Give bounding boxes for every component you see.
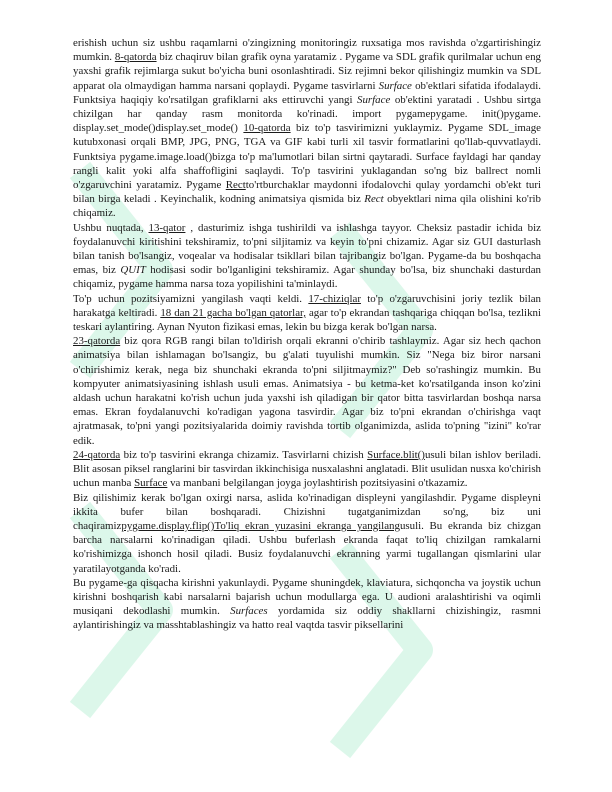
italic-term: Surface <box>357 93 391 106</box>
text-run: yordamida siz oddiy shakllarni chizishingiz, rasmni aylantirishingiz va masshtablashingiz va hatto real vaqtda tasvir piksellarini <box>73 605 542 632</box>
text-run: agar to'p ekrandan tashqariga chiqqan bo'lsa, tezlikni teskari aylantiring. Aynan Nyuton fizikasi emas, lekin bu bizga kerak bo'lgan narsa. <box>73 306 542 334</box>
italic-term: Surfaces <box>230 605 268 618</box>
paragraph <box>73 491 541 576</box>
text-run: usuli. Bu ekranda biz chizgan barcha narsalarni ko'rinadigan qiladi. Ushbu buferlash ekranda faqat to'liq chizilgan ramkalarni ko'rishimizga ishonch hosil qiladi. Busiz foydalanuvchi ekranning yarmi tugallangan qismlarini ular yaratilayotganda ko'radi. <box>73 519 541 575</box>
text-run: to'rtburchaklar maydonni ifodalovchi qulay yordamchi ob'ekt turi bilan birga keladi . Keyinchalik, kodning animatsiya qismida biz <box>73 179 541 206</box>
text-run: ob'ektini yaratadi . Ushbu sirtga chizilgan har qanday rasm monitorda ko'rinadi. import pygamepygame. init()pygame. display.set_mode()display.set_mode() <box>73 93 541 135</box>
underlined-reference: 17-chiziqlar <box>308 292 361 305</box>
text-run: Biz qilishimiz kerak bo'lgan oxirgi narsa, aslida ko'rinadigan displeyni yangilashdir. Pygame displeyni ikkita bufer bilan boshqaradi. Chizishni tugatganimizdan so'ng, biz uni chaqiramiz <box>73 491 541 532</box>
underlined-reference: Surface.blit() <box>367 448 425 461</box>
text-run: Bu pygame-ga qisqacha kirishni yakunlaydi. Pygame shuningdek, klaviatura, sichqoncha va joystik uchun kirishni boshqarish kabi narsalarni bajarish uchun modullarga ega. U audioni aralashtirishi va oqimli musiqani dekodlashi mumkin. <box>73 576 541 618</box>
underlined-reference: Surface <box>134 477 168 490</box>
document-page <box>73 36 541 633</box>
text-run: Ushbu nuqtada, <box>73 221 149 234</box>
underlined-reference: Rect <box>225 179 246 192</box>
text-run: hodisasi sodir bo'lganligini tekshiramiz. Agar shunday bo'lsa, biz shunchaki dasturdan chiqamiz, pygame hamma narsa toza yopilishini ta'minlaydi. <box>73 264 541 291</box>
paragraph <box>73 448 541 491</box>
underlined-reference: 10-qatorda <box>243 122 291 135</box>
italic-term: QUIT <box>120 264 146 277</box>
underlined-reference: pygame.display.flip()To'liq ekran yuzasini ekranga yangilang <box>121 519 400 532</box>
underlined-reference: 23-qatorda <box>73 335 121 348</box>
text-run: usuli bilan ishlov beriladi. Blit asosan piksel ranglarini bir tasvirdan ikkinchisiga nusxalashni anglatadi. Blit usulidan nusxa ko'chirish uchun manba <box>73 448 541 490</box>
paragraph <box>73 334 541 448</box>
underlined-reference: 8-qatorda <box>114 51 157 64</box>
text-run: biz to'p tasvirini ekranga chizamiz. Tasvirlarni chizish <box>120 448 368 461</box>
text-run: biz chaqiruv bilan grafik oyna yaratamiz . Pygame va SDL grafik qurilmalar uchun eng yaxshi grafik rejimlarga sukut bo'yicha buni osonlashtiradi. Siz rejimni bekor qilishingiz mumkin va SDL apparat ola olmaydigan hamma narsani qoplaydi. Pygame tasvirlarni <box>73 51 541 92</box>
text-run: , dasturimiz ishga tushirildi va ishlashga tayyor. Cheksiz pastadir ichida biz foydalanuvchi kiritishini tekshiramiz, to'pni siljitamiz va keyin to'pni chizamiz. Agar siz GUI dasturlash bilan tanish bo'lsangiz, voqealar va hodisalar tsikllari bilan tajribangiz bo'lgan. Pygame-da bu boshqacha emas, biz <box>73 221 541 277</box>
underlined-reference: 18 dan 21 gacha bo'lgan qatorlar, <box>160 306 306 319</box>
text-run: erishish uchun siz ushbu raqamlarni o'zingizning monitoringiz ruxsatiga mos ravishda o'zgartirishingiz mumkin. <box>73 37 541 64</box>
text-run: obyektlari nima qila olishini ko'rib chiqamiz. <box>73 193 541 220</box>
text-run: to'p o'zgaruvchisini joriy tezlik bilan harakatga keltiradi. <box>73 292 541 319</box>
text-run: biz to'p tasvirimizni yuklaymiz. Pygame SDL_image kutubxonasi orqali BMP, JPG, PNG, TGA va GIF kabi turli xil tasvir formatlarini qo'llab-quvvatlaydi. Funktsiya pygame.image.load()bizga to'p ma'lumotlari bilan sirtni qaytaradi. Surface fayldagi har qanday rangli kalit yoki alfa shaffofligini saqlaydi. To'p tasvirini yuklagandan so'ng biz ballrect nomli o'zgaruvchini yaratamiz. Pygame <box>73 122 542 192</box>
paragraph <box>73 292 541 335</box>
text-run: ob'ektlari sifatida ifodalaydi. Funktsiya haqiqiy ko'rsatilgan grafiklarni aks ettiruvchi yangi <box>73 79 541 106</box>
underlined-reference: 24-qatorda <box>73 448 121 461</box>
text-run: biz qora RGB rangi bilan to'ldirish orqali ekranni o'chirib tashlaymiz. Agar siz hech qachon animatsiya bilan ishlamagan bo'lsangiz, bu g'alati tuyulishi mumkin. Siz "Nega biz biror narsani o'chirishimiz kerak, nega biz shunchaki ekranda to'pni siljitmaymiz?" Deb so'rashingiz mumkin. Bu kompyuter animatsiyasining ishlash usuli emas. Animatsiya - bu ketma-ket ko'rsatilganda inson ko'zini aldash uchun harakatni ko'rish uchun juda yaxshi ish qiladigan bir qator bitta tasvirlardan boshqa narsa emas. Ekran foydalanuvchi ko'radigan yagona tasvirdir. Agar biz to'pni ekrandan o'chirishga vaqt ajratmasak, to'pni yangi pozitsiyalarida doimiy ravishda tortib olganimizda, aslida to'pning "izini" ko'rar edik. <box>73 335 541 447</box>
underlined-reference: 13-qator <box>148 221 186 234</box>
paragraph <box>73 221 541 292</box>
italic-term: Surface <box>378 79 412 92</box>
text-run: va manbani belgilangan joyga joylashtirish pozitsiyasini o'tkazamiz. <box>167 477 468 490</box>
paragraph <box>73 36 541 221</box>
italic-term: Rect <box>364 193 384 206</box>
paragraph <box>73 576 541 633</box>
text-run: To'p uchun pozitsiyamizni yangilash vaqti keldi. <box>73 292 309 305</box>
